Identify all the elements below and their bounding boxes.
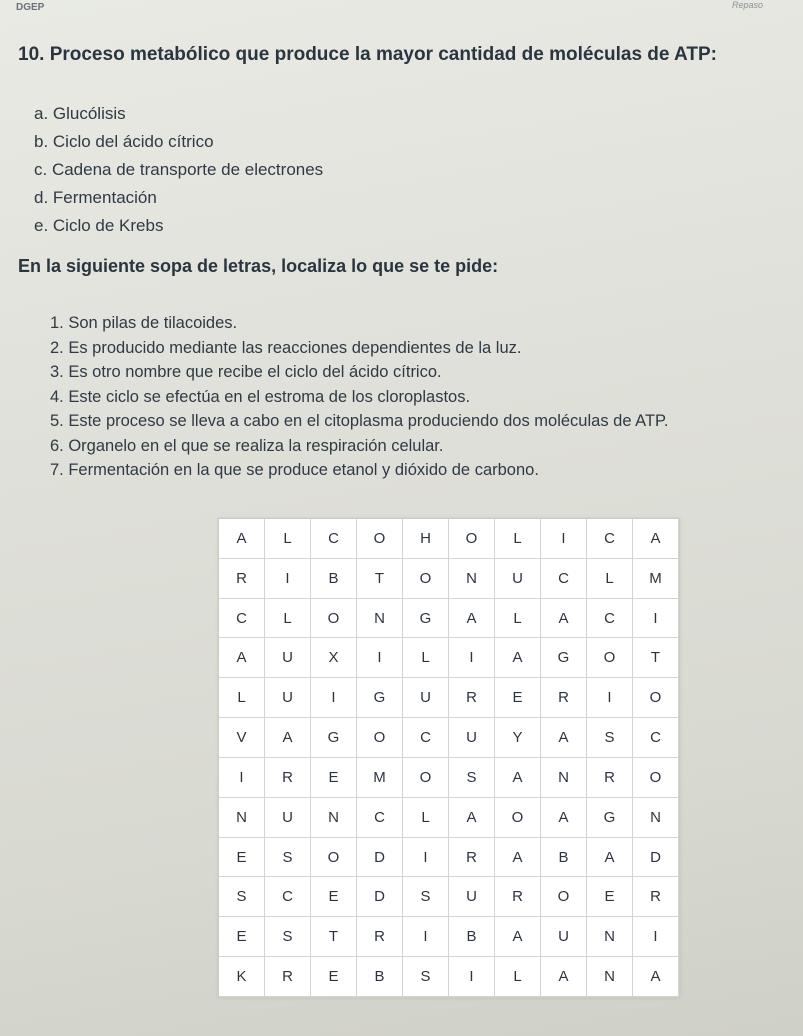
- grid-cell: R: [449, 678, 495, 718]
- grid-cell: D: [357, 877, 403, 917]
- grid-cell: R: [265, 957, 311, 997]
- grid-cell: U: [265, 798, 311, 838]
- grid-cell: R: [633, 877, 679, 917]
- grid-cell: V: [219, 718, 265, 758]
- clue-item: 2. Es producido mediante las reacciones dependientes de la luz.: [50, 338, 522, 357]
- grid-cell: I: [449, 638, 495, 678]
- grid-cell: G: [587, 798, 633, 838]
- word-search-instructions: En la siguiente sopa de letras, localiza lo que se te pide:: [18, 256, 499, 276]
- grid-cell: O: [633, 678, 679, 718]
- grid-cell: O: [449, 519, 495, 559]
- grid-cell: O: [495, 798, 541, 838]
- grid-cell: S: [449, 758, 495, 798]
- grid-cell: I: [633, 599, 679, 639]
- grid-cell: I: [633, 917, 679, 957]
- grid-cell: E: [311, 758, 357, 798]
- grid-cell: O: [403, 758, 449, 798]
- grid-cell: O: [311, 838, 357, 878]
- grid-cell: B: [449, 917, 495, 957]
- clue-item: 5. Este proceso se lleva a cabo en el citoplasma produciendo dos moléculas de ATP.: [50, 412, 669, 430]
- grid-cell: A: [541, 798, 587, 838]
- grid-cell: L: [265, 599, 311, 639]
- grid-cell: E: [219, 838, 265, 878]
- grid-cell: T: [357, 559, 403, 599]
- grid-cell: L: [403, 798, 449, 838]
- grid-cell: U: [495, 559, 541, 599]
- question-title: 10. Proceso metabólico que produce la mayor cantidad de moléculas de ATP:: [18, 44, 717, 65]
- option-c: c. Cadena de transporte de electrones: [34, 160, 324, 179]
- grid-cell: S: [587, 718, 633, 758]
- grid-cell: B: [357, 957, 403, 997]
- grid-cell: C: [311, 519, 357, 559]
- grid-cell: I: [265, 559, 311, 599]
- grid-cell: G: [357, 678, 403, 718]
- grid-cell: H: [403, 519, 449, 559]
- grid-cell: L: [587, 559, 633, 599]
- grid-cell: X: [311, 638, 357, 678]
- grid-cell: R: [495, 877, 541, 917]
- grid-cell: L: [403, 638, 449, 678]
- grid-cell: E: [311, 877, 357, 917]
- grid-cell: M: [357, 758, 403, 798]
- grid-cell: A: [495, 638, 541, 678]
- grid-cell: A: [219, 638, 265, 678]
- option-e: e. Ciclo de Krebs: [34, 216, 164, 235]
- grid-cell: N: [541, 758, 587, 798]
- grid-cell: R: [265, 758, 311, 798]
- word-search-grid: [218, 518, 680, 998]
- option-a: a. Glucólisis: [34, 104, 126, 123]
- grid-cell: M: [633, 559, 679, 599]
- grid-cell: A: [541, 718, 587, 758]
- grid-cell: A: [541, 957, 587, 997]
- grid-cell: U: [449, 718, 495, 758]
- grid-cell: I: [403, 917, 449, 957]
- grid-cell: L: [219, 678, 265, 718]
- grid-cell: K: [219, 957, 265, 997]
- clue-item: 6. Organelo en el que se realiza la respiración celular.: [50, 436, 444, 455]
- grid-cell: N: [633, 798, 679, 838]
- clue-item: 1. Son pilas de tilacoides.: [50, 314, 238, 332]
- grid-cell: A: [633, 519, 679, 559]
- grid-cell: S: [403, 957, 449, 997]
- grid-cell: U: [541, 917, 587, 957]
- grid-cell: L: [495, 957, 541, 997]
- grid-cell: I: [541, 519, 587, 559]
- grid-cell: A: [587, 838, 633, 878]
- grid-cell: D: [357, 838, 403, 878]
- grid-cell: E: [311, 957, 357, 997]
- grid-cell: E: [495, 678, 541, 718]
- grid-cell: A: [449, 599, 495, 639]
- grid-cell: I: [587, 678, 633, 718]
- grid-cell: R: [357, 917, 403, 957]
- grid-cell: C: [587, 599, 633, 639]
- clue-item: 4. Este ciclo se efectúa en el estroma de los cloroplastos.: [50, 387, 471, 406]
- option-d: d. Fermentación: [34, 188, 157, 207]
- grid-cell: A: [633, 957, 679, 997]
- grid-cell: N: [587, 957, 633, 997]
- grid-cell: N: [587, 917, 633, 957]
- grid-cell: N: [219, 798, 265, 838]
- option-b: b. Ciclo del ácido cítrico: [34, 132, 214, 151]
- grid-cell: N: [311, 798, 357, 838]
- grid-cell: E: [587, 877, 633, 917]
- grid-cell: C: [219, 599, 265, 639]
- grid-cell: O: [541, 877, 587, 917]
- grid-cell: B: [541, 838, 587, 878]
- grid-cell: C: [403, 718, 449, 758]
- answer-options: [34, 100, 323, 240]
- grid-cell: A: [541, 599, 587, 639]
- grid-cell: S: [265, 838, 311, 878]
- grid-cell: N: [449, 559, 495, 599]
- grid-cell: G: [541, 638, 587, 678]
- grid-cell: A: [265, 718, 311, 758]
- grid-cell: O: [311, 599, 357, 639]
- grid-cell: A: [495, 758, 541, 798]
- grid-cell: I: [403, 838, 449, 878]
- clue-item: 3. Es otro nombre que recibe el ciclo del ácido cítrico.: [50, 363, 442, 381]
- grid-cell: L: [495, 519, 541, 559]
- grid-cell: A: [495, 917, 541, 957]
- grid-cell: O: [403, 559, 449, 599]
- grid-cell: I: [311, 678, 357, 718]
- grid-cell: E: [219, 917, 265, 957]
- grid-cell: D: [633, 838, 679, 878]
- grid-cell: U: [403, 678, 449, 718]
- grid-cell: Y: [495, 718, 541, 758]
- grid-cell: O: [633, 758, 679, 798]
- grid-cell: S: [403, 877, 449, 917]
- grid-cell: A: [495, 838, 541, 878]
- grid-cell: N: [357, 599, 403, 639]
- grid-cell: A: [219, 519, 265, 559]
- grid-cell: G: [311, 718, 357, 758]
- corner-note: Repaso: [731, 0, 763, 10]
- grid-cell: U: [265, 678, 311, 718]
- grid-cell: I: [219, 758, 265, 798]
- grid-cell: O: [587, 638, 633, 678]
- grid-cell: C: [265, 877, 311, 917]
- grid-cell: L: [265, 519, 311, 559]
- grid-cell: T: [311, 917, 357, 957]
- grid-cell: U: [265, 638, 311, 678]
- grid-cell: O: [357, 519, 403, 559]
- header-mark: DGEP: [16, 2, 45, 13]
- grid-cell: T: [633, 638, 679, 678]
- grid-cell: U: [449, 877, 495, 917]
- grid-cell: I: [449, 957, 495, 997]
- grid-cell: B: [311, 559, 357, 599]
- grid-cell: C: [541, 559, 587, 599]
- grid-cell: S: [265, 917, 311, 957]
- grid-cell: C: [633, 718, 679, 758]
- grid-cell: R: [541, 678, 587, 718]
- grid-cell: R: [449, 838, 495, 878]
- grid-cell: R: [219, 559, 265, 599]
- grid-cell: O: [357, 718, 403, 758]
- grid-cell: R: [587, 758, 633, 798]
- grid-cell: L: [495, 599, 541, 639]
- grid-cell: I: [357, 638, 403, 678]
- grid-cell: A: [449, 798, 495, 838]
- grid-cell: C: [357, 798, 403, 838]
- clue-list: [50, 311, 669, 483]
- grid-cell: S: [219, 877, 265, 917]
- clue-item: 7. Fermentación en la que se produce etanol y dióxido de carbono.: [50, 461, 539, 479]
- grid-cell: C: [587, 519, 633, 559]
- grid-cell: G: [403, 599, 449, 639]
